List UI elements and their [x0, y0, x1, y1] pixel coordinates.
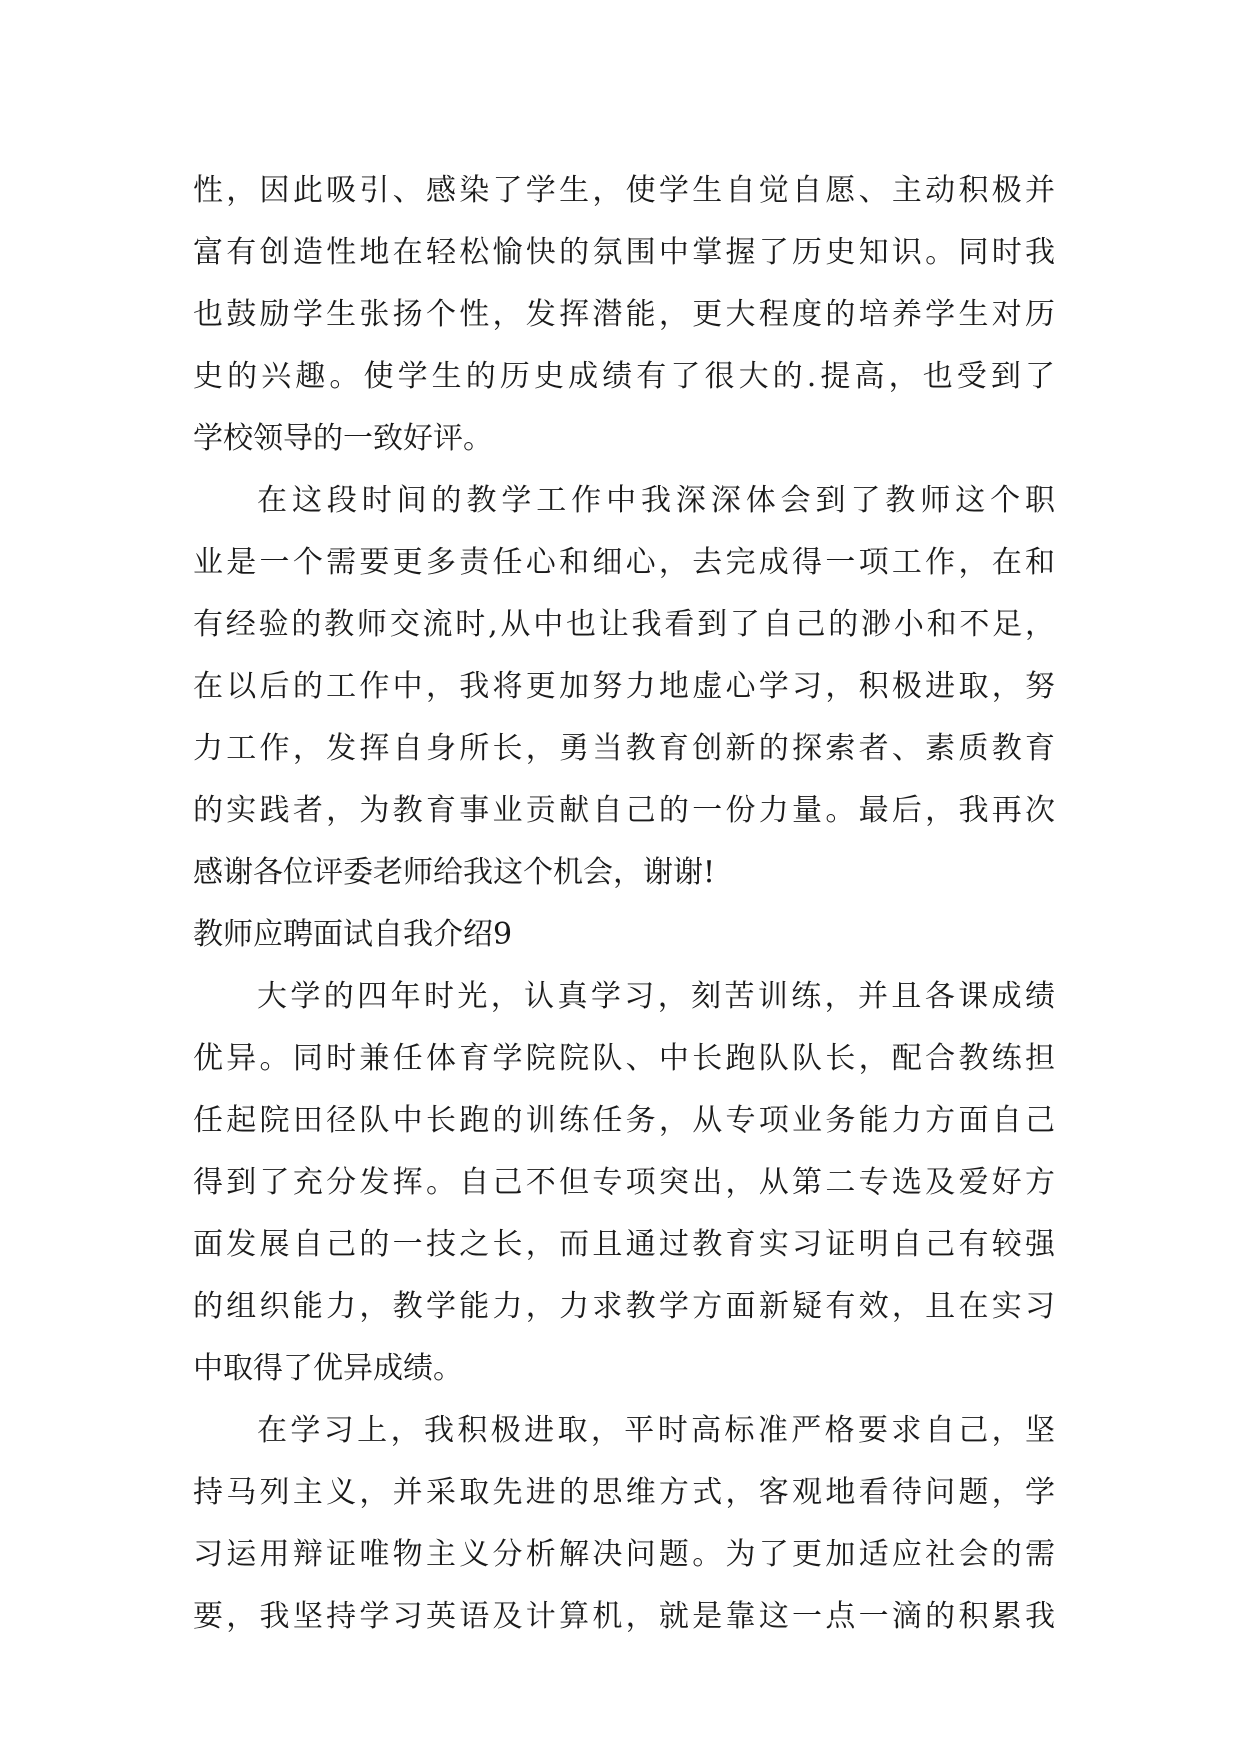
text-line: 中取得了优异成绩。 — [193, 1351, 463, 1386]
text-line: 要，我坚持学习英语及计算机，就是靠这一点一滴的积累我 — [193, 1599, 1055, 1634]
text-line: 富有创造性地在轻松愉快的氛围中掌握了历史知识。同时我 — [193, 235, 1055, 270]
text-line: 业是一个需要更多责任心和细心，去完成得一项工作，在和 — [193, 545, 1055, 580]
text-line: 习运用辩证唯物主义分析解决问题。为了更加适应社会的需 — [193, 1537, 1055, 1572]
paragraph-4 — [193, 1400, 1055, 1648]
text-line: 在这段时间的教学工作中我深深体会到了教师这个职 — [257, 483, 1055, 518]
paragraph-1 — [193, 160, 1055, 470]
text-line: 面发展自己的一技之长，而且通过教育实习证明自己有较强 — [193, 1227, 1055, 1262]
text-line: 得到了充分发挥。自己不但专项突出，从第二专选及爱好方 — [193, 1165, 1055, 1200]
document-body — [193, 160, 1055, 1648]
text-line: 的组织能力，教学能力，力求教学方面新疑有效，且在实习 — [193, 1289, 1055, 1324]
section-heading: 教师应聘面试自我介绍9 — [193, 917, 513, 952]
text-line: 学校领导的一致好评。 — [193, 421, 493, 456]
text-line: 力工作，发挥自身所长，勇当教育创新的探索者、素质教育 — [193, 731, 1055, 766]
text-line: 也鼓励学生张扬个性，发挥潜能，更大程度的培养学生对历 — [193, 297, 1055, 332]
text-line: 性，因此吸引、感染了学生，使学生自觉自愿、主动积极并 — [193, 173, 1055, 208]
text-line: 持马列主义，并采取先进的思维方式，客观地看待问题，学 — [193, 1475, 1055, 1510]
text-line: 感谢各位评委老师给我这个机会，谢谢! — [193, 855, 716, 890]
text-line: 在以后的工作中，我将更加努力地虚心学习，积极进取，努 — [193, 669, 1055, 704]
text-line: 史的兴趣。使学生的历史成绩有了很大的.提高，也受到了 — [193, 359, 1055, 394]
paragraph-3 — [193, 966, 1055, 1400]
paragraph-2 — [193, 470, 1055, 904]
text-line: 在学习上，我积极进取，平时高标准严格要求自己，坚 — [257, 1413, 1055, 1448]
text-line: 大学的四年时光，认真学习，刻苦训练，并且各课成绩 — [257, 979, 1055, 1014]
text-line: 优异。同时兼任体育学院院队、中长跑队队长，配合教练担 — [193, 1041, 1055, 1076]
text-line: 任起院田径队中长跑的训练任务，从专项业务能力方面自己 — [193, 1103, 1055, 1138]
text-line: 的实践者，为教育事业贡献自己的一份力量。最后，我再次 — [193, 793, 1055, 828]
text-line: 有经验的教师交流时,从中也让我看到了自己的渺小和不足， — [193, 607, 1055, 642]
